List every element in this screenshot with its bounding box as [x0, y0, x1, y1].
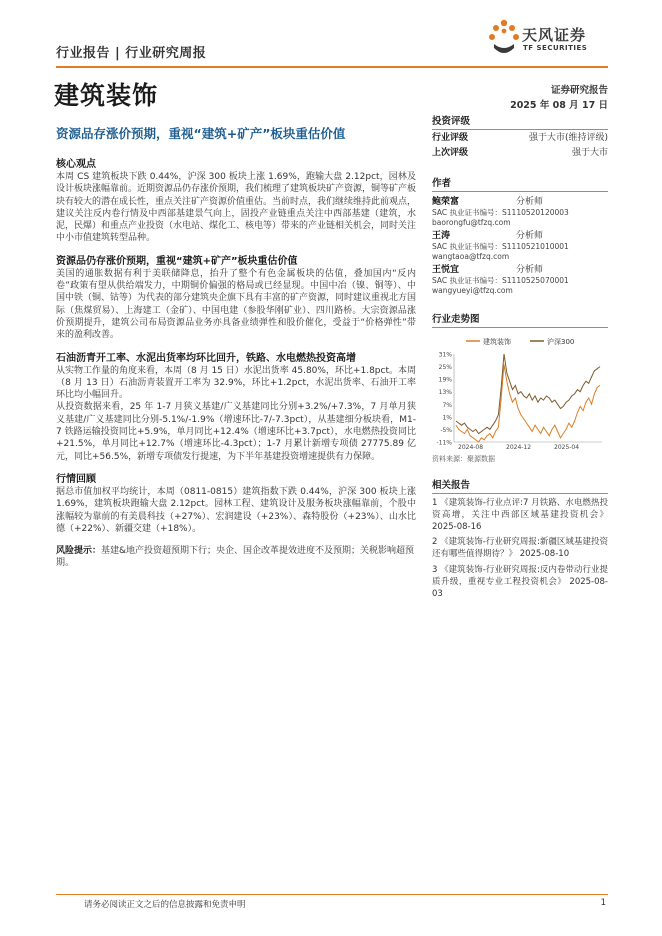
author-email[interactable]: wangyueyi@tfzq.com	[432, 286, 513, 295]
author-role: 分析师	[516, 265, 544, 275]
author-role: 分析师	[516, 197, 544, 207]
company-logo	[488, 16, 618, 62]
industry-rating-row	[432, 131, 608, 145]
series-line	[456, 365, 600, 443]
author-email[interactable]: wangtaoa@tfzq.com	[432, 252, 510, 261]
logo-text: 天风证券	[522, 26, 587, 44]
logo-mark-icon	[488, 18, 520, 58]
report-date: 2025 年 08 月 17 日	[510, 100, 608, 111]
x-tick-label: 2025-04	[554, 444, 580, 451]
previous-rating-value: 强于大市	[571, 148, 608, 158]
y-tick-label: 1%	[442, 414, 452, 422]
logo-subtext: TF SECURITIES	[523, 44, 588, 52]
rating-heading: 投资评级	[432, 112, 608, 130]
industry-rating-value: 强于大市(维持评级)	[528, 133, 608, 143]
y-tick-label: 13%	[438, 389, 452, 397]
risk-label: 风险提示：	[56, 546, 102, 557]
industry-rating-label: 行业评级	[432, 133, 469, 143]
author-cert: SAC 执业证书编号：S1110520120003	[432, 208, 569, 217]
previous-rating-row	[432, 146, 608, 160]
section-heading: 行情回顾	[56, 473, 96, 485]
author-entry	[432, 230, 608, 262]
author-name: 王悦宜	[432, 265, 460, 275]
section-paragraph: 美国的通胀数据有利于美联储降息，抬升了整个有色金属板块的估值，叠加国内“反内卷”政策有望从供给端发力，中期铜价偏强的格局或已经显现。中国中冶（镍、铜等）、中国中铁（铜、钴等）为代表的部分建筑央企旗下具有丰富的矿产资源，同时建议重视北方国际（焦煤贸易）、上海建工（金矿）、中国电建（参股华刚矿业）、四川路桥。大宗资源品涨价预期提升，建筑公司布局资源品业务亦具备业绩弹性和股价催化，受益于“价格弹性”带来的盈利改善。	[56, 268, 417, 341]
trend-chart	[432, 334, 608, 452]
section-paragraph: 本周 CS 建筑板块下跌 0.44%，沪深 300 板块上涨 1.69%，跑输大盘 2.12pct，园林及设计板块涨幅靠前。近期资源品仍存涨价预期，我们梳理了建筑板块矿产资源，铜等矿产板块有较大的潜在成长性，重点关注矿产资源价值重估。当前时点，我们继续维持此前观点，建议关注反内卷行情及中西部基建景气向上，固投产业链重点关注中西部基建（建筑，水泥，民爆）和重点产业投资（水电站、煤化工、核电等）带来的产业链相关机会，同时关注中小市值建筑转型品种。	[56, 172, 417, 244]
author-email[interactable]: baorongfu@tfzq.com	[432, 218, 511, 227]
trend-heading: 行业走势图	[432, 310, 608, 328]
report-type: 证券研究报告	[550, 85, 608, 96]
related-report-item[interactable]: 1 《建筑装饰-行业点评:7 月铁路、水电燃热投资高增，关注中西部区域基建投资机会》 2025-08-16	[432, 498, 608, 532]
author-role: 分析师	[516, 231, 544, 241]
y-tick-label: -5%	[440, 426, 452, 434]
related-report-item[interactable]: 3 《建筑装饰-行业研究周报:反内卷带动行业提质升级，重视专业工程投资机会》 2025-08-03	[432, 564, 608, 599]
chart-source-note: 资料来源：聚源数据	[432, 455, 495, 463]
y-tick-label: 7%	[442, 401, 452, 409]
y-tick-label: 31%	[438, 351, 452, 359]
section-heading: 石油沥青开工率、水泥出货率均环比回升，铁路、水电燃热投资高增	[56, 352, 356, 364]
section-paragraph: 从投资数据来看，25 年 1-7 月狭义基建/广义基建同比分别+3.2%/+7.3%，7 月单月狭义基建/广义基建同比分别-5.1%/-1.9%（增速环比-7/-7.3pct），从基建细分板块看，M1-7 铁路运输投资同比+5.9%，单月同比+12.4%（增速环比+3.7pct），水电燃热投资同比+21.5%，单月同比+12.7%（增速环比-4.3pct）；1-7 月累计新增专项债 27775.89 亿元，同比+56.5%，新增专项债发行提速，为下半年基建投资增速提供有力保障。	[56, 402, 416, 462]
related-reports	[432, 498, 608, 600]
y-tick-label: 25%	[438, 364, 452, 372]
authors-heading: 作者	[432, 174, 608, 192]
related-report-item[interactable]: 2 《建筑装饰-行业研究周报:新疆区域基建投资还有哪些值得期待？》 2025-08-10	[432, 537, 608, 560]
related-heading: 相关报告	[432, 476, 608, 494]
main-body	[56, 158, 416, 570]
author-list	[432, 196, 608, 296]
y-tick-label: 19%	[438, 376, 452, 384]
page-number: 1	[600, 898, 606, 908]
sector-title: 建筑装饰	[54, 81, 159, 110]
x-tick-label: 2024-08	[458, 444, 484, 451]
report-category: 行业报告 | 行业研究周报	[56, 46, 207, 61]
section-paragraph: 据总市值加权平均统计，本周（0811-0815）建筑指数下跌 0.44%，沪深 300 板块上涨 1.69%，建筑板块跑输大盘 2.12pct。园林工程、建筑设计及服务板块涨幅靠前，个股中涨幅较为靠前的有美晨科技（+27%）、宏润建设（+23%）、森特股份（+23%）、山水比德（+22%）、新疆交建（+18%）。	[56, 486, 416, 534]
risk-warning	[56, 545, 416, 570]
footer-disclaimer: 请务必阅读正文之后的信息披露和免责申明	[84, 900, 246, 910]
main-title: 资源品存涨价预期，重视“建筑+矿产”板块重估价值	[56, 126, 346, 141]
author-cert: SAC 执业证书编号：S1110521010001	[432, 242, 569, 251]
trend-chart-svg	[432, 334, 608, 452]
legend-label: 建筑装饰	[483, 338, 511, 346]
y-tick-label: -11%	[436, 439, 452, 447]
header-divider	[56, 66, 608, 68]
author-name: 王涛	[432, 231, 451, 241]
author-name: 鲍荣富	[432, 197, 460, 207]
section-heading: 核心观点	[56, 159, 96, 170]
series-line	[456, 354, 600, 434]
x-tick-label: 2024-12	[506, 444, 532, 451]
author-entry	[432, 264, 608, 296]
section-paragraph: 从实物工作量的角度来看，本周（8 月 15 日）水泥出货率 45.80%，环比+1.8pct。本周（8 月 13 日）石油沥青装置开工率为 32.9%，环比+1.2pct，水泥出货率、石油开工率环比均小幅回升。	[56, 365, 416, 401]
previous-rating-label: 上次评级	[432, 148, 469, 158]
footer-divider	[56, 894, 608, 895]
section-heading: 资源品仍存涨价预期，重视“建筑+矿产”板块重估价值	[56, 255, 298, 267]
author-entry	[432, 196, 608, 228]
legend-label: 沪深300	[547, 338, 575, 346]
sidebar	[432, 112, 608, 600]
author-cert: SAC 执业证书编号：S1110525070001	[432, 276, 569, 285]
risk-text: 基建&地产投资超预期下行；央企、国企改革提效进度不及预期；关税影响超预期。	[56, 546, 415, 569]
